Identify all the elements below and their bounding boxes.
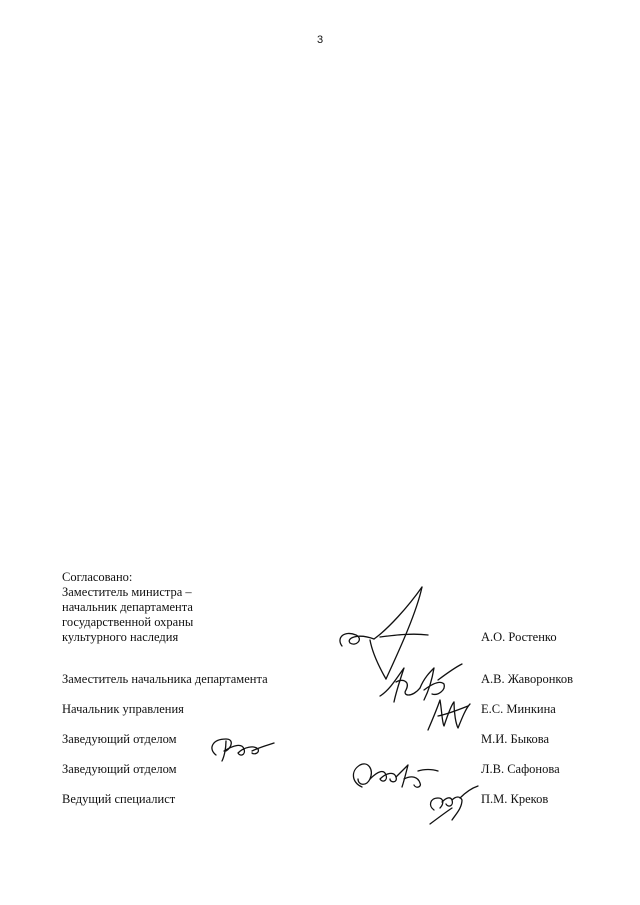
signatory-position: Заведующий отделом — [62, 762, 177, 776]
signatory-name: А.В. Жаворонков — [481, 672, 574, 686]
signatory-position: Ведущий специалист — [62, 792, 176, 806]
page-number: 3 — [316, 34, 324, 46]
approval-heading: Согласовано: — [62, 570, 133, 584]
signatory-name: П.М. Креков — [481, 792, 549, 806]
signatory-position: Заместитель министра – начальник департамента государственной охраны культурного наследия — [62, 585, 194, 644]
signature-bykova — [204, 733, 276, 765]
signature-krekov — [424, 784, 482, 828]
signatory-name: М.И. Быкова — [481, 732, 550, 746]
signatory-position: Начальник управления — [62, 702, 184, 716]
signature-minkina — [424, 694, 476, 736]
signatory-name: Л.В. Сафонова — [481, 762, 560, 776]
signatory-position: Заведующий отделом — [62, 732, 177, 746]
signatory-name: Е.С. Минкина — [481, 702, 556, 716]
signatory-name: А.О. Ростенко — [481, 630, 557, 644]
signatory-position: Заместитель начальника департамента — [62, 672, 268, 686]
